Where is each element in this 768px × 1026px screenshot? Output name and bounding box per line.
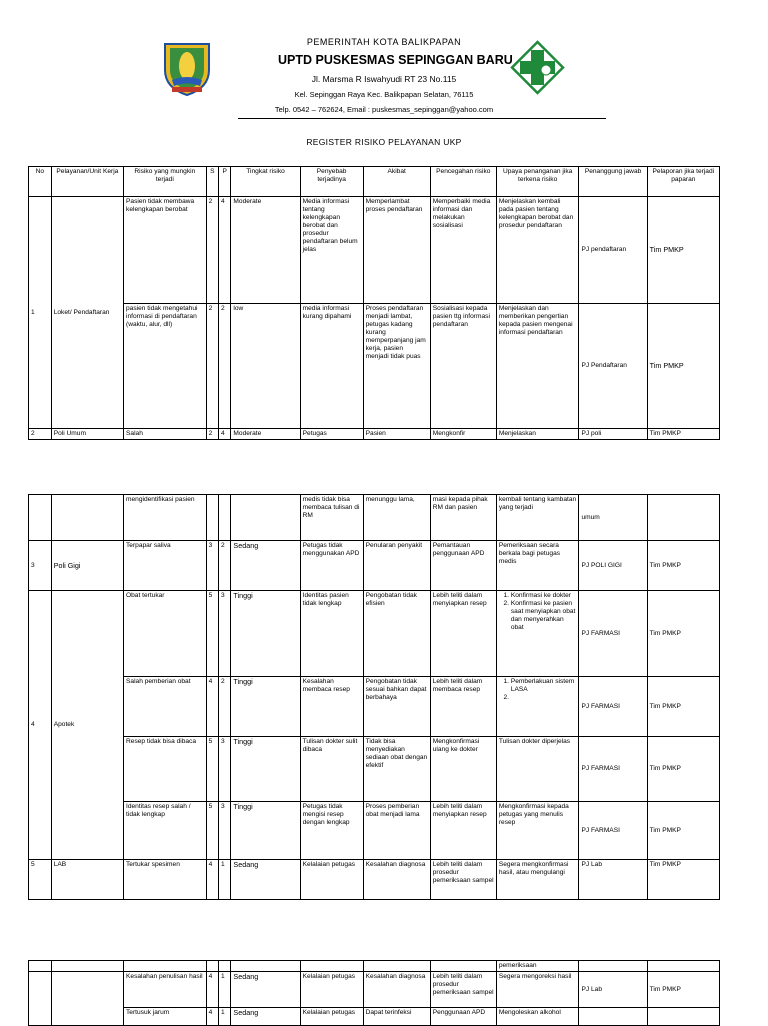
address-district: Kel. Sepinggan Raya Kec. Balikpapan Selatan, 76115 [294, 90, 474, 99]
row-pj: PJ Lab [579, 972, 647, 1008]
table-row [29, 961, 720, 972]
row-report: Tim PMKP [647, 860, 719, 900]
col-no: No [29, 167, 52, 197]
row-cause: Kelalaian petugas [300, 1008, 363, 1026]
row-cause: Kelalaian petugas [300, 972, 363, 1008]
header-divider [238, 118, 606, 119]
table-row [29, 495, 720, 541]
row-pj: PJ FARMASI [579, 591, 647, 677]
row-p: 1 [219, 1008, 231, 1026]
row-report: Tim PMKP [647, 802, 719, 860]
table-row [29, 802, 720, 860]
row-s: 4 [206, 1008, 218, 1026]
row-s: 3 [206, 541, 218, 591]
row-level: Tinggi [231, 591, 300, 677]
row-p: 4 [219, 429, 231, 440]
row-cause: Kesalahan membaca resep [300, 677, 363, 737]
row-s: 4 [206, 860, 218, 900]
row-cause: Kelalaian petugas [300, 860, 363, 900]
row-effect: Pengobatan tidak efisien [363, 591, 430, 677]
row-pj: PJ poli [579, 429, 647, 440]
row-s: 2 [206, 197, 218, 304]
row-risk: Pasien tidak membawa kelengkapan berobat [124, 197, 207, 304]
table-row [29, 429, 720, 440]
row-pj: umum [579, 495, 647, 541]
row-report: Tim PMKP [647, 737, 719, 802]
row-report: Tim PMKP [647, 972, 719, 1008]
col-s: S [206, 167, 218, 197]
row-no: 2 [29, 429, 52, 440]
row-no: 1 [29, 197, 52, 429]
table-row [29, 591, 720, 677]
row-risk: Obat tertukar [124, 591, 207, 677]
row-effect: Kesalahan diagnosa [363, 972, 430, 1008]
row-prevent: Memperbaiki media informasi dan melakukan sosialisasi [430, 197, 496, 304]
row-prevent: Lebih teliti dalam prosedur pemeriksaan sampel [430, 860, 496, 900]
row-prevent: Penggunaan APD [430, 1008, 496, 1026]
row-p: 2 [219, 677, 231, 737]
handle-step [511, 694, 577, 702]
row-level: Sedang [231, 972, 300, 1008]
col-effect: Akibat [363, 167, 430, 197]
row-level: low [231, 304, 300, 429]
row-unit: Apotek [51, 591, 123, 860]
row-prevent: Lebih teliti dalam prosedur pemeriksaan sampel [430, 972, 496, 1008]
row-cause: Petugas tidak menggunakan APD [300, 541, 363, 591]
contact-info: Telp. 0542 – 762624, Email : puskesmas_sepinggan@yahoo.com [274, 105, 494, 114]
address-street: Jl. Marsma R Iswahyudi RT 23 No.115 [311, 74, 457, 84]
table-row [29, 197, 720, 304]
document-header [0, 0, 768, 130]
row-cause: Petugas tidak mengisi resep dengan lengkap [300, 802, 363, 860]
row-prevent: Lebih teliti dalam menyiapkan resep [430, 591, 496, 677]
row-level: Sedang [231, 1008, 300, 1026]
row-risk: Kesalahan penulisan hasil [124, 972, 207, 1008]
row-effect: Tidak bisa menyediakan sediaan obat dengan efektif [363, 737, 430, 802]
row-level: Tinggi [231, 802, 300, 860]
table-row [29, 304, 720, 429]
row-report: Tim PMKP [647, 429, 719, 440]
government-name: PEMERINTAH KOTA BALIKPAPAN [306, 37, 462, 47]
row-handle: Pemeriksaan secara berkala bagi petugas medis [496, 541, 579, 591]
col-handle: Upaya penanganan jika terkena risiko [496, 167, 579, 197]
col-report: Pelaporan jika terjadi paparan [647, 167, 719, 197]
city-emblem-icon [162, 40, 212, 96]
row-s: 5 [206, 802, 218, 860]
row-level: Moderate [231, 197, 300, 304]
risk-register-table-page1 [28, 166, 720, 440]
table-row [29, 860, 720, 900]
puskesmas-name: UPTD PUSKESMAS SEPINGGAN BARU [278, 53, 513, 67]
row-effect: Pasien [363, 429, 430, 440]
row-risk: Identitas resep salah / tidak lengkap [124, 802, 207, 860]
row-effect: Proses pendaftaran menjadi lambat, petugas kadang kurang memperpanjang jam kerja, pasien menjadi tidak puas [363, 304, 430, 429]
row-level: Tinggi [231, 677, 300, 737]
handle-step: 1. Konfirmasi ke dokter [511, 592, 577, 600]
row-level: Sedang [231, 541, 300, 591]
row-unit: LAB [51, 860, 123, 900]
row-level: Tinggi [231, 737, 300, 802]
row-s: 4 [206, 972, 218, 1008]
row-prevent: Mengkonfir [430, 429, 496, 440]
row-s: 2 [206, 304, 218, 429]
row-handle [496, 591, 579, 677]
row-prevent: Sosialisasi kepada pasien ttg informasi pendaftaran [430, 304, 496, 429]
row-handle: Menjelaskan [496, 429, 579, 440]
row-unit: Poli Gigi [51, 541, 123, 591]
row-effect: Penularan penyakit [363, 541, 430, 591]
row-p: 3 [219, 737, 231, 802]
row-cause: Petugas [300, 429, 363, 440]
row-risk: Tertusuk jarum [124, 1008, 207, 1026]
row-effect: Kesalahan diagnosa [363, 860, 430, 900]
row-effect: Proses pemberian obat menjadi lama [363, 802, 430, 860]
row-cause: Identitas pasien tidak lengkap [300, 591, 363, 677]
row-pj: PJ pendaftaran [579, 197, 647, 304]
row-no: 3 [29, 541, 52, 591]
row-prevent: Lebih teliti dalam membaca resep [430, 677, 496, 737]
col-cause: Penyebab terjadinya [300, 167, 363, 197]
row-report: Tim PMKP [647, 304, 719, 429]
row-effect: menunggu lama, [363, 495, 430, 541]
row-report: Tim PMKP [647, 591, 719, 677]
row-risk: Salah [124, 429, 207, 440]
row-handle: Mengkonfirmasi kepada petugas yang menulis resep [496, 802, 579, 860]
document-title: REGISTER RISIKO PELAYANAN UKP [306, 137, 462, 147]
handle-step: 2. Konfirmasi ke pasien saat menyiapkan obat dan menyerahkan obat [511, 600, 577, 632]
row-p: 3 [219, 802, 231, 860]
row-risk: Tertukar spesimen [124, 860, 207, 900]
row-pj: PJ FARMASI [579, 677, 647, 737]
row-report: Tim PMKP [647, 197, 719, 304]
row-pj: PJ POLI GIGI [579, 541, 647, 591]
row-pj: PJ FARMASI [579, 737, 647, 802]
col-level: Tingkat risiko [231, 167, 300, 197]
row-effect: Pengobatan tidak sesuai bahkan dapat berbahaya [363, 677, 430, 737]
row-p: 1 [219, 860, 231, 900]
row-handle: Tulisan dokter diperjelas [496, 737, 579, 802]
row-s: 5 [206, 591, 218, 677]
col-risk: Risiko yang mungkin terjadi [124, 167, 207, 197]
row-prevent: Lebih teliti dalam menyiapkan resep [430, 802, 496, 860]
row-pj: PJ FARMASI [579, 802, 647, 860]
row-s: 5 [206, 737, 218, 802]
row-s: 4 [206, 677, 218, 737]
row-prevent: Mengkonfirmasi ulang ke dokter [430, 737, 496, 802]
row-p: 4 [219, 197, 231, 304]
row-p: 3 [219, 591, 231, 677]
row-risk: pasien tidak mengetahui informasi di pendaftaran (waktu, alur, dll) [124, 304, 207, 429]
row-no: 4 [29, 591, 52, 860]
row-p: 2 [219, 541, 231, 591]
row-handle: kembali tentang kambatan yang terjadi [496, 495, 579, 541]
col-prevent: Pencegahan risiko [430, 167, 496, 197]
row-pj: PJ Pendaftaran [579, 304, 647, 429]
row-unit: Loket/ Pendaftaran [51, 197, 123, 429]
table-row [29, 1008, 720, 1026]
row-cause: Tulisan dokter sulit dibaca [300, 737, 363, 802]
row-cause: media informasi kurang dipahami [300, 304, 363, 429]
handle-step: 1. Pemberlakuan sistem LASA [511, 678, 577, 694]
row-prevent: masi kepada pihak RM dan pasien [430, 495, 496, 541]
row-handle [496, 677, 579, 737]
row-cause: medis tidak bisa membaca tulisan di RM [300, 495, 363, 541]
table-row [29, 677, 720, 737]
row-effect: Dapat terinfeksi [363, 1008, 430, 1026]
table-row [29, 972, 720, 1008]
col-p: P [219, 167, 231, 197]
risk-register-table-page2 [28, 494, 720, 900]
row-no: 5 [29, 860, 52, 900]
row-p: 2 [219, 304, 231, 429]
row-handle: Segera mengoreksi hasil [496, 972, 579, 1008]
row-cause: Media informasi tentang kelengkapan berobat dan prosedur pendaftaran belum jelas [300, 197, 363, 304]
row-risk: Resep tidak bisa dibaca [124, 737, 207, 802]
row-p: 1 [219, 972, 231, 1008]
row-effect: Memperlambat proses pendaftaran [363, 197, 430, 304]
row-pj: PJ Lab [579, 860, 647, 900]
row-handle: Mengoleskan alkohol [496, 1008, 579, 1026]
row-handle: Segera mengkonfirmasi hasil, atau mengulangi [496, 860, 579, 900]
row-handle: Menjelaskan kembali pada pasien tentang kelengkapan berobat dan prosedur pendaftaran [496, 197, 579, 304]
table-row [29, 737, 720, 802]
puskesmas-cross-logo-icon [510, 40, 565, 95]
row-report: Tim PMKP [647, 677, 719, 737]
row-level: Moderate [231, 429, 300, 440]
row-risk: Terpapar saliva [124, 541, 207, 591]
row-handle: Menjelaskan dan memberikan pengertian kepada pasien mengenai informasi pendaftaran [496, 304, 579, 429]
table-row [29, 541, 720, 591]
col-unit: Pelayanan/Unit Kerja [51, 167, 123, 197]
row-risk: mengidentifikasi pasien [124, 495, 207, 541]
row-risk: Salah pemberian obat [124, 677, 207, 737]
row-level: Sedang [231, 860, 300, 900]
row-s: 2 [206, 429, 218, 440]
table-header-row [29, 167, 720, 197]
row-unit: Poli Umum [51, 429, 123, 440]
row-handle: pemeriksaan [496, 961, 579, 972]
row-prevent: Pemantauan penggunaan APD [430, 541, 496, 591]
col-pj: Penanggung jawab [579, 167, 647, 197]
row-report: Tim PMKP [647, 541, 719, 591]
risk-register-table-page3 [28, 960, 720, 1026]
